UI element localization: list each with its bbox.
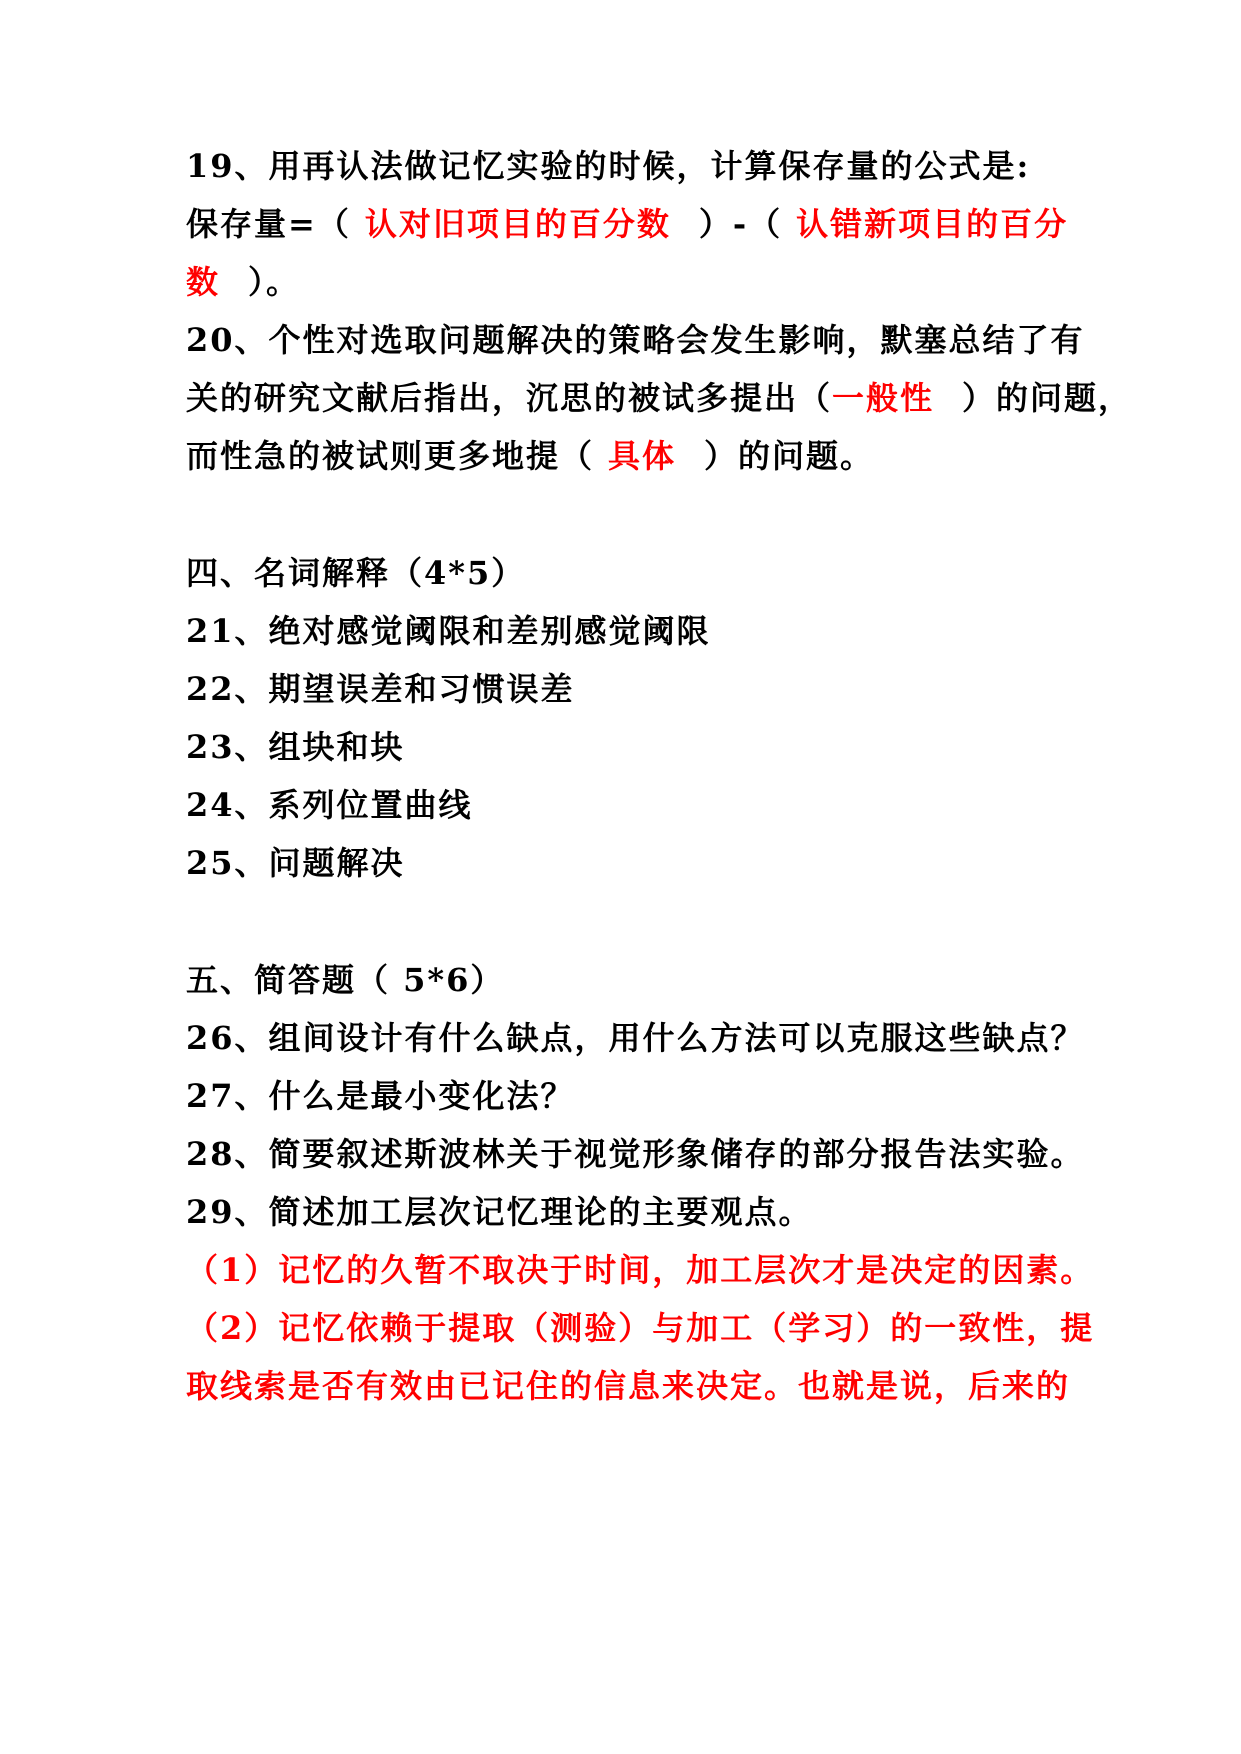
q20-line-3-pre: 而性急的被试则更多地提（ [186, 437, 595, 475]
q29-answer-2: （2）记忆依赖于提取（测验）与加工（学习）的一致性，提 [186, 1309, 1095, 1347]
q20-line-3 [186, 436, 1086, 476]
q19-formula-prefix: 保存量=（ [186, 205, 351, 243]
q24-text: 24、系列位置曲线 [186, 786, 473, 824]
q20-line-2 [186, 378, 1133, 418]
q20-line-2-pre: 关的研究文献后指出，沉思的被试多提出（ [186, 379, 833, 417]
section-4-item [186, 727, 1086, 767]
q19-answer-2-part-1: 认错新项目的百分 [796, 205, 1069, 243]
section-5-item [186, 1134, 1086, 1174]
q29-answer-line [186, 1250, 1095, 1290]
q27-text: 27、什么是最小变化法？ [186, 1077, 575, 1115]
q29-answer-line [186, 1366, 1086, 1406]
q20-line-1 [186, 320, 1086, 360]
q19-line-2 [186, 204, 1086, 244]
section-4-item [186, 669, 1086, 709]
q19-answer-2-part-2: 数 [186, 263, 221, 301]
q29-text: 29、简述加工层次记忆理论的主要观点。 [186, 1193, 813, 1231]
q19-formula-end: ）。 [248, 263, 301, 301]
section-4-item [186, 785, 1086, 825]
q22-text: 22、期望误差和习惯误差 [186, 670, 575, 708]
section-4-title [186, 553, 1086, 593]
section-5-item [186, 1018, 1086, 1058]
q20-answer-2: 具体 [608, 437, 677, 475]
q25-text: 25、问题解决 [186, 844, 405, 882]
q28-text: 28、简要叙述斯波林关于视觉形象储存的部分报告法实验。 [186, 1135, 1085, 1173]
q29-answer-line [186, 1308, 1095, 1348]
section-4-item [186, 843, 1086, 883]
q19-stem: 19、用再认法做记忆实验的时候，计算保存量的公式是: [186, 147, 1031, 185]
section-5-heading: 五、简答题（ 5*6） [186, 961, 505, 999]
q20-line-3-post: ）的问题。 [704, 437, 875, 475]
q19-formula-mid: ）-（ [698, 205, 783, 243]
q29-answer-3: 取线索是否有效由已记住的信息来决定。也就是说，后来的 [186, 1367, 1071, 1405]
q20-answer-1: 一般性 [832, 379, 935, 417]
q21-text: 21、绝对感觉阈限和差别感觉阈限 [186, 612, 711, 650]
section-4-heading: 四、名词解释（4*5） [186, 554, 526, 592]
q26-text: 26、组间设计有什么缺点，用什么方法可以克服这些缺点？ [186, 1019, 1085, 1057]
section-4-item [186, 611, 1086, 651]
section-5-item [186, 1192, 1086, 1232]
q19-line-3 [186, 262, 1086, 302]
q20-line-2-post: ）的问题， [962, 379, 1133, 417]
q23-text: 23、组块和块 [186, 728, 405, 766]
q19-answer-1: 认对旧项目的百分数 [364, 205, 671, 243]
q29-answer-1: （1）记忆的久暂不取决于时间，加工层次才是决定的因素。 [186, 1251, 1095, 1289]
q20-stem: 20、个性对选取问题解决的策略会发生影响，默塞总结了有 [186, 321, 1085, 359]
section-5-title [186, 960, 1086, 1000]
section-5-item [186, 1076, 1086, 1116]
q19-line-1 [186, 146, 1086, 186]
